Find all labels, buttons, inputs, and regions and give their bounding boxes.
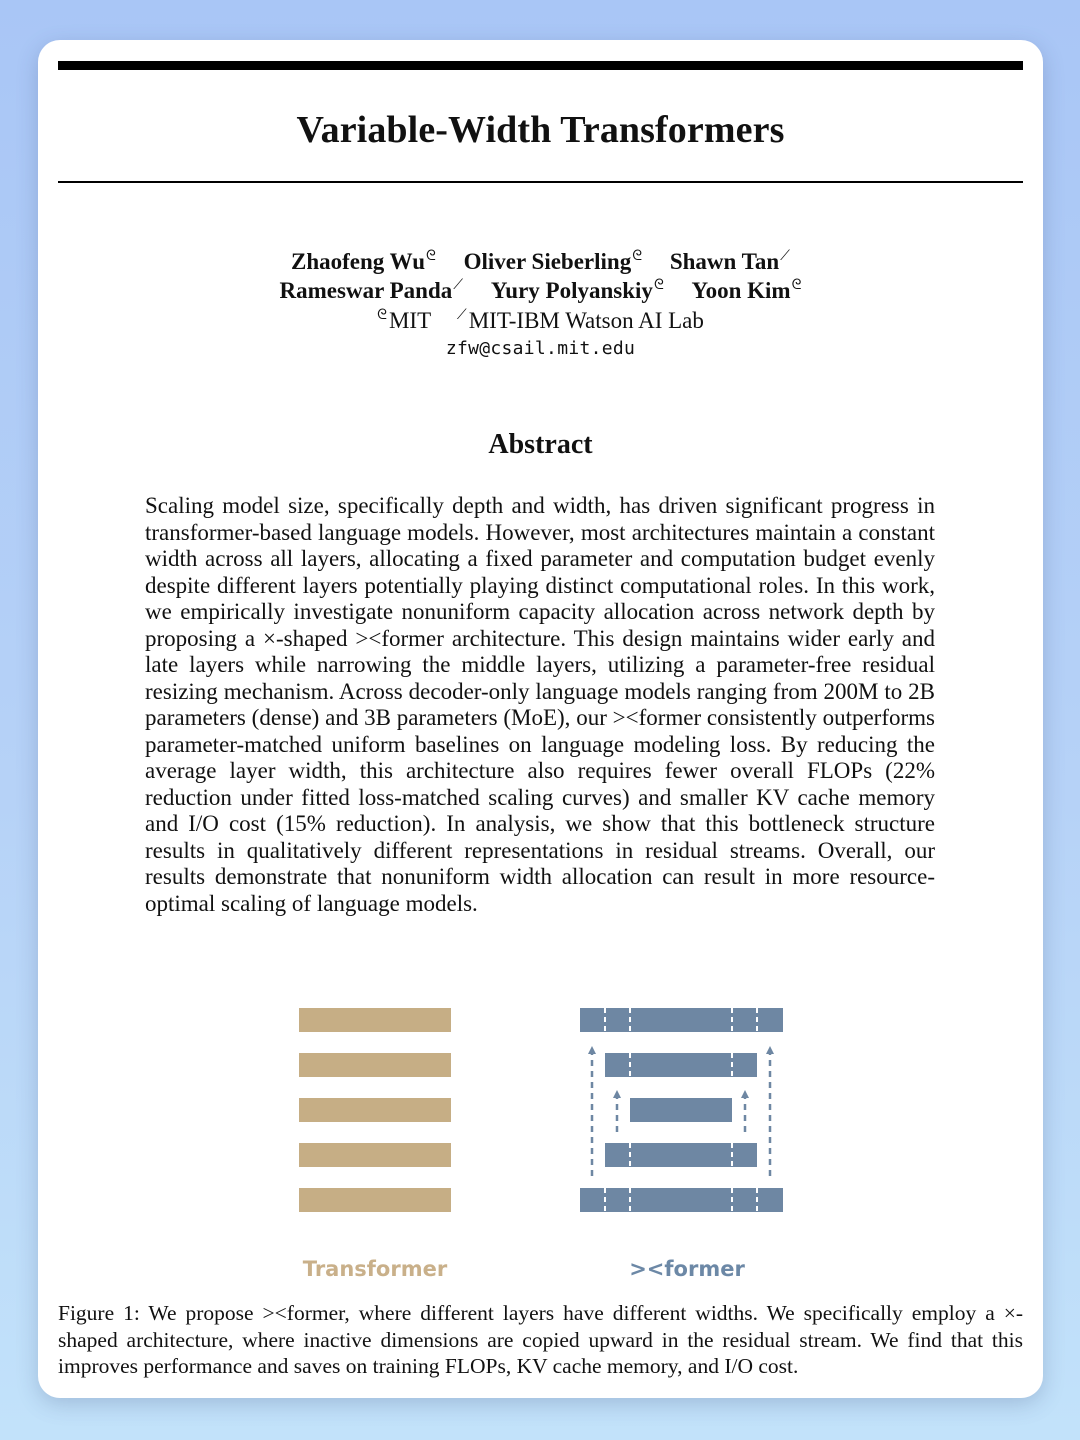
author-email: zfw@csail.mit.edu bbox=[445, 338, 636, 359]
xformer-layer bbox=[580, 1008, 783, 1032]
xformer-layer bbox=[605, 1053, 757, 1077]
transformer-layer bbox=[299, 1008, 451, 1032]
xformer-label: ><former bbox=[629, 1257, 745, 1281]
xformer-layer bbox=[630, 1098, 732, 1122]
transformer-layer bbox=[299, 1053, 451, 1077]
affiliation-mark: ⟋ bbox=[453, 278, 464, 293]
abstract-text: Scaling model size, specifically depth and width, has driven significant progress in transformer-based language models. However, most architectures maintain a constant width across all layers, allocating a fixed parameter and computation budget evenly despite different layers potentially playing distinct computational roles. In this work, we empirically investigate nonuniform capacity allocation across network depth by proposing a ×-shaped ><former architecture. This design maintains wider early and late layers while narrowing the middle layers, utilizing a parameter-free residual resizing mechanism. Across decoder-only language models ranging from 200M to 2B parameters (dense) and 3B parameters (MoE), our ><former consistently outperforms parameter-matched uniform baselines on language modeling loss. By reducing the average layer width, this architecture also requires fewer overall FLOPs (22% reduction under fitted loss-matched scaling curves) and smaller KV cache memory and I/O cost (15% reduction). In analysis, we show that this bottleneck structure results in qualitatively different representations in residual streams. Overall, our results demonstrate that nonuniform width allocation can result in more resource-optimal scaling of language models. bbox=[145, 493, 935, 916]
author: Yury Polyanskiy$^ᘓ$ bbox=[490, 278, 664, 303]
paper-title: Variable-Width Transformers bbox=[296, 109, 785, 151]
transformer-layer bbox=[299, 1143, 451, 1167]
abstract-heading: Abstract bbox=[488, 429, 593, 460]
figure-caption: Figure 1: We propose ><former, where different layers have different widths. We specifically employ a ×-shaped architecture, where inactive dimensions are copied upward in the residual stream. We find that this improves performance and saves on training FLOPs, KV cache memory, and I/O cost. bbox=[58, 1301, 1023, 1378]
affiliation: ⟋MIT-IBM Watson AI Lab bbox=[456, 308, 704, 333]
xformer-diagram bbox=[580, 1008, 783, 1212]
paper-page bbox=[38, 40, 1043, 1398]
author: Yoon Kim$^ᘓ$ bbox=[691, 278, 802, 303]
author-line-2 bbox=[58, 276, 1023, 305]
xformer-layer bbox=[605, 1143, 757, 1167]
figure-1 bbox=[38, 990, 1043, 1290]
author-line-1 bbox=[58, 247, 1023, 276]
transformer-layer bbox=[299, 1188, 451, 1212]
affiliation-mark: ᘓ bbox=[791, 278, 802, 293]
title-rule bbox=[58, 181, 1023, 183]
transformer-layer bbox=[299, 1098, 451, 1122]
xformer-layer bbox=[580, 1188, 783, 1212]
author: Shawn Tan⟋ bbox=[669, 249, 790, 274]
architecture-diagram bbox=[38, 990, 1043, 1260]
author: Rameswar Panda⟋ bbox=[279, 278, 464, 303]
author-list bbox=[58, 247, 1023, 305]
author: Zhaofeng $Wu^ᘓ$ bbox=[291, 249, 436, 274]
affiliation-mark: ᘓ bbox=[653, 278, 664, 293]
affiliation-mark: ⟋ bbox=[780, 249, 790, 264]
affiliation: $^ᘓ$MIT bbox=[377, 308, 432, 333]
author: Oliver Sieberling$^ᘓ$ bbox=[463, 249, 643, 274]
affiliations bbox=[58, 306, 1023, 335]
affiliation-mark: ᘓ bbox=[632, 249, 643, 264]
affiliation-mark: ᘓ bbox=[377, 308, 387, 323]
affiliation-mark: ᘓ bbox=[426, 249, 436, 264]
transformer-diagram bbox=[299, 1008, 451, 1212]
transformer-label: Transformer bbox=[302, 1257, 448, 1281]
top-rule bbox=[58, 61, 1023, 70]
affiliation-mark: ⟋ bbox=[456, 308, 467, 323]
